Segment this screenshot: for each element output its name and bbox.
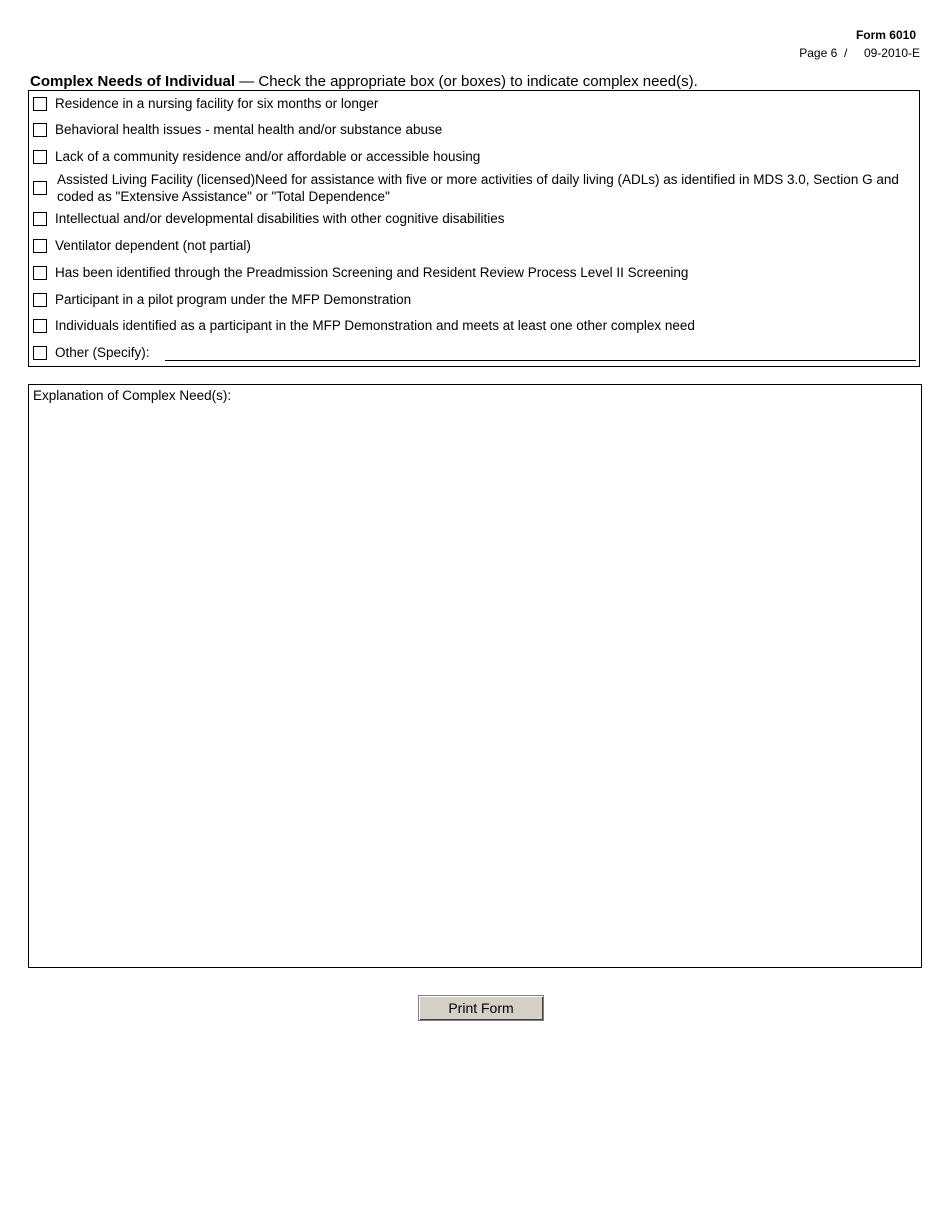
section-heading-title: Complex Needs of Individual [30, 73, 236, 90]
explanation-box [28, 384, 922, 968]
print-form-button[interactable]: Print Form [418, 995, 544, 1021]
checkbox-ventilator[interactable] [33, 239, 47, 253]
checkbox-mfp-participant[interactable] [33, 319, 47, 333]
checkbox-assisted-living[interactable] [33, 181, 47, 195]
need-row-ventilator [29, 237, 919, 255]
need-row-other [29, 344, 919, 362]
need-row-housing [29, 148, 919, 166]
need-label: Residence in a nursing facility for six months or longer [55, 96, 379, 111]
need-row-pilot-program [29, 291, 919, 309]
need-label: Assisted Living Facility (licensed)Need for assistance with five or more activities of daily living (ADLs) as identified in MDS 3.0, Section G and coded as "Extensive Assistance" or "Total Dependence" [57, 172, 899, 204]
need-label: Other (Specify): [55, 345, 150, 360]
checkbox-other[interactable] [33, 346, 47, 360]
explanation-label: Explanation of Complex Need(s): [33, 388, 232, 403]
need-row-mfp-participant [29, 317, 919, 335]
need-row-pasrr [29, 264, 919, 282]
page-info: Page 6 / 09-2010-E [799, 46, 920, 60]
need-label: Has been identified through the Preadmission Screening and Resident Review Process Level II Screening [55, 265, 689, 280]
section-heading-instruction: — Check the appropriate box (or boxes) to indicate complex need(s). [235, 73, 698, 90]
form-number: Form 6010 [855, 28, 916, 42]
checkbox-housing[interactable] [33, 150, 47, 164]
need-row-behavioral-health [29, 121, 919, 139]
need-label: Participant in a pilot program under the MFP Demonstration [55, 292, 412, 307]
need-row-nursing-facility [29, 95, 919, 113]
checkbox-pasrr[interactable] [33, 266, 47, 280]
need-label: Individuals identified as a participant in the MFP Demonstration and meets at least one other complex need [55, 318, 695, 333]
need-row-assisted-living [29, 171, 919, 207]
complex-needs-box [28, 90, 920, 367]
explanation-input[interactable] [33, 407, 917, 963]
checkbox-behavioral-health[interactable] [33, 123, 47, 137]
section-heading [30, 73, 698, 90]
other-specify-input[interactable] [165, 344, 916, 361]
need-label: Ventilator dependent (not partial) [55, 238, 251, 253]
need-label: Lack of a community residence and/or affordable or accessible housing [55, 149, 481, 164]
checkbox-intellectual-disabilities[interactable] [33, 212, 47, 226]
checkbox-pilot-program[interactable] [33, 293, 47, 307]
checkbox-nursing-facility[interactable] [33, 97, 47, 111]
need-label: Behavioral health issues - mental health and/or substance abuse [55, 122, 443, 137]
need-label: Intellectual and/or developmental disabilities with other cognitive disabilities [55, 211, 505, 226]
need-row-intellectual-disabilities [29, 210, 919, 228]
